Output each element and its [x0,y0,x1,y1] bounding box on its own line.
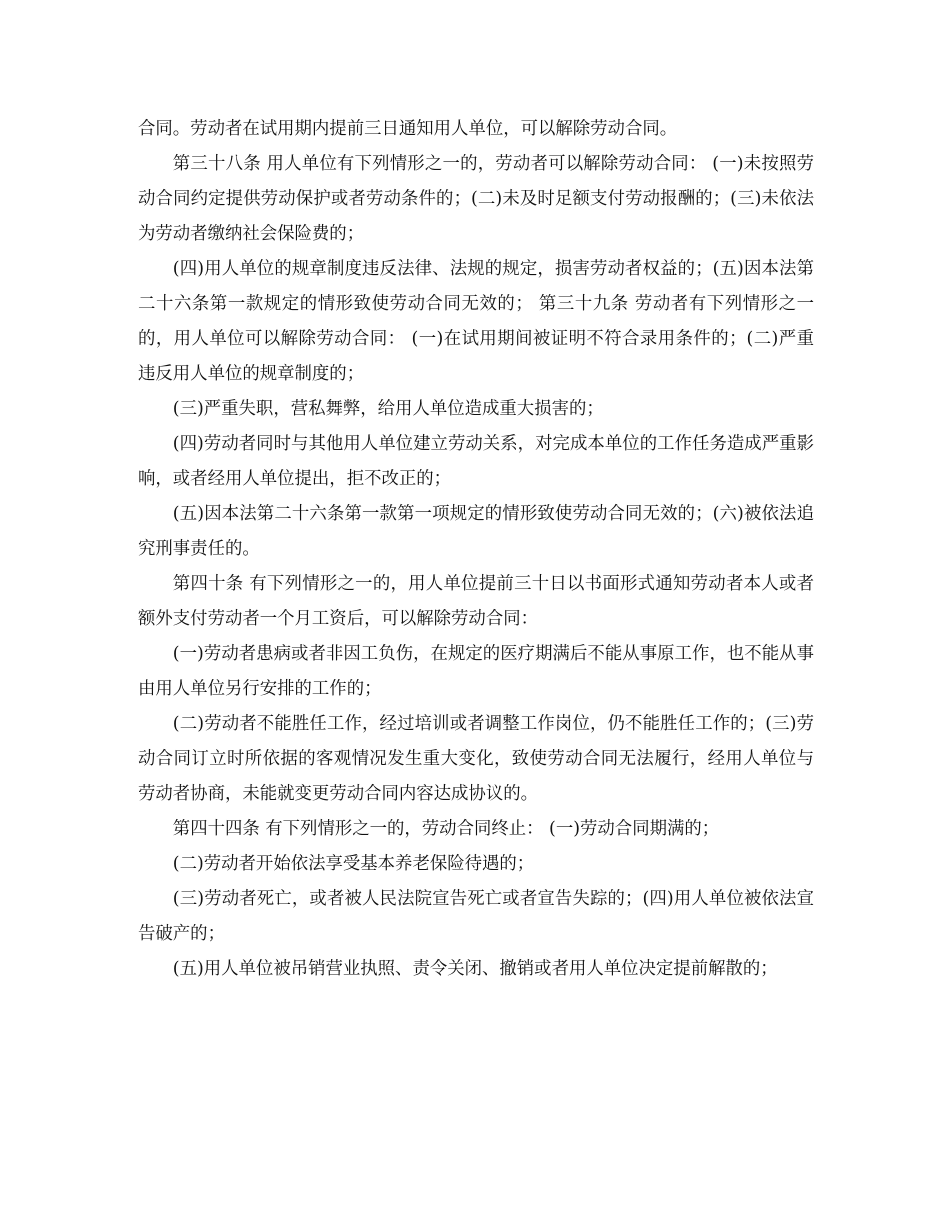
paragraph-8: (一)劳动者患病或者非因工负伤，在规定的医疗期满后不能从事原工作，也不能从事由用人单位另行安排的工作的； [138,644,814,699]
paragraph-4: (三)严重失职，营私舞弊，给用人单位造成重大损害的； [172,399,604,419]
paragraph-2: 第三十八条 用人单位有下列情形之一的，劳动者可以解除劳动合同： (一)未按照劳动合同约定提供劳动保护或者劳动条件的；(二)未及时足额支付劳动报酬的；(三)未依法为劳动者缴纳社会保险费的； [138,154,814,244]
paragraph-12: (三)劳动者死亡，或者被人民法院宣告死亡或者宣告失踪的；(四)用人单位被依法宣告破产的； [138,889,814,944]
paragraph-6: (五)因本法第二十六条第一款第一项规定的情形致使劳动合同无效的；(六)被依法追究刑事责任的。 [138,504,814,559]
paragraph-11: (二)劳动者开始依法享受基本养老保险待遇的； [172,854,535,874]
paragraph-13: (五)用人单位被吊销营业执照、责令关闭、撤销或者用人单位决定提前解散的； [172,959,778,979]
paragraph-5: (四)劳动者同时与其他用人单位建立劳动关系，对完成本单位的工作任务造成严重影响，或者经用人单位提出，拒不改正的； [138,434,814,489]
paragraph-10: 第四十四条 有下列情形之一的，劳动合同终止： (一)劳动合同期满的； [172,819,720,839]
paragraph-7: 第四十条 有下列情形之一的，用人单位提前三十日以书面形式通知劳动者本人或者额外支付劳动者一个月工资后，可以解除劳动合同： [138,574,814,629]
paragraph-3: (四)用人单位的规章制度违反法律、法规的规定，损害劳动者权益的；(五)因本法第二十六条第一款规定的情形致使劳动合同无效的； 第三十九条 劳动者有下列情形之一的，用人单位可以解除劳动合同： (一)在试用期间被证明不符合录用条件的；(二)严重违反用人单位的规章制度的； [138,259,814,384]
paragraph-9: (二)劳动者不能胜任工作，经过培训或者调整工作岗位，仍不能胜任工作的；(三)劳动合同订立时所依据的客观情况发生重大变化，致使劳动合同无法履行，经用人单位与劳动者协商，未能就变更劳动合同内容达成协议的。 [138,714,814,804]
paragraph-1: 合同。劳动者在试用期内提前三日通知用人单位，可以解除劳动合同。 [138,119,678,139]
document-body [138,112,814,987]
